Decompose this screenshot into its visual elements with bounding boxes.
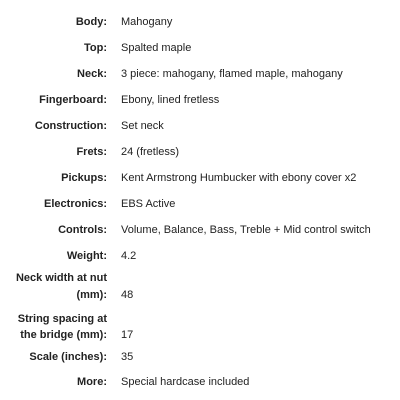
spec-label: Top: xyxy=(83,42,107,54)
spec-label: Construction: xyxy=(34,120,107,132)
spec-label-line1: Neck width at nut xyxy=(15,272,107,284)
spec-label-line2: the bridge (mm): xyxy=(20,329,107,341)
spec-label-line2: (mm): xyxy=(76,289,107,301)
spec-label: Fingerboard: xyxy=(39,94,107,106)
spec-label: Neck: xyxy=(77,68,107,80)
spec-value: Kent Armstrong Humbucker with ebony cover x2 xyxy=(121,172,357,184)
spec-label: Weight: xyxy=(66,250,107,262)
spec-label: Pickups: xyxy=(61,172,107,184)
spec-label: Body: xyxy=(75,16,107,28)
spec-value: 48 xyxy=(121,289,134,301)
spec-value: Set neck xyxy=(121,120,164,132)
spec-value: Mahogany xyxy=(121,16,173,28)
spec-value: 17 xyxy=(121,329,134,341)
spec-value: Volume, Balance, Bass, Treble + Mid control switch xyxy=(121,224,371,236)
spec-value: Special hardcase included xyxy=(121,376,250,388)
spec-label: Electronics: xyxy=(44,198,107,210)
spec-label-line1: String spacing at xyxy=(17,313,107,325)
spec-label: Scale (inches): xyxy=(29,351,107,363)
spec-value: Ebony, lined fretless xyxy=(121,94,220,106)
spec-value: 3 piece: mahogany, flamed maple, mahogany xyxy=(121,68,343,80)
spec-label: Controls: xyxy=(58,224,107,236)
spec-value: Spalted maple xyxy=(121,42,192,54)
spec-label: Frets: xyxy=(76,146,107,158)
spec-value: EBS Active xyxy=(121,198,176,210)
spec-value: 24 (fretless) xyxy=(121,146,180,158)
spec-value: 4.2 xyxy=(121,250,137,262)
spec-value: 35 xyxy=(121,351,134,363)
spec-label: More: xyxy=(77,376,107,388)
